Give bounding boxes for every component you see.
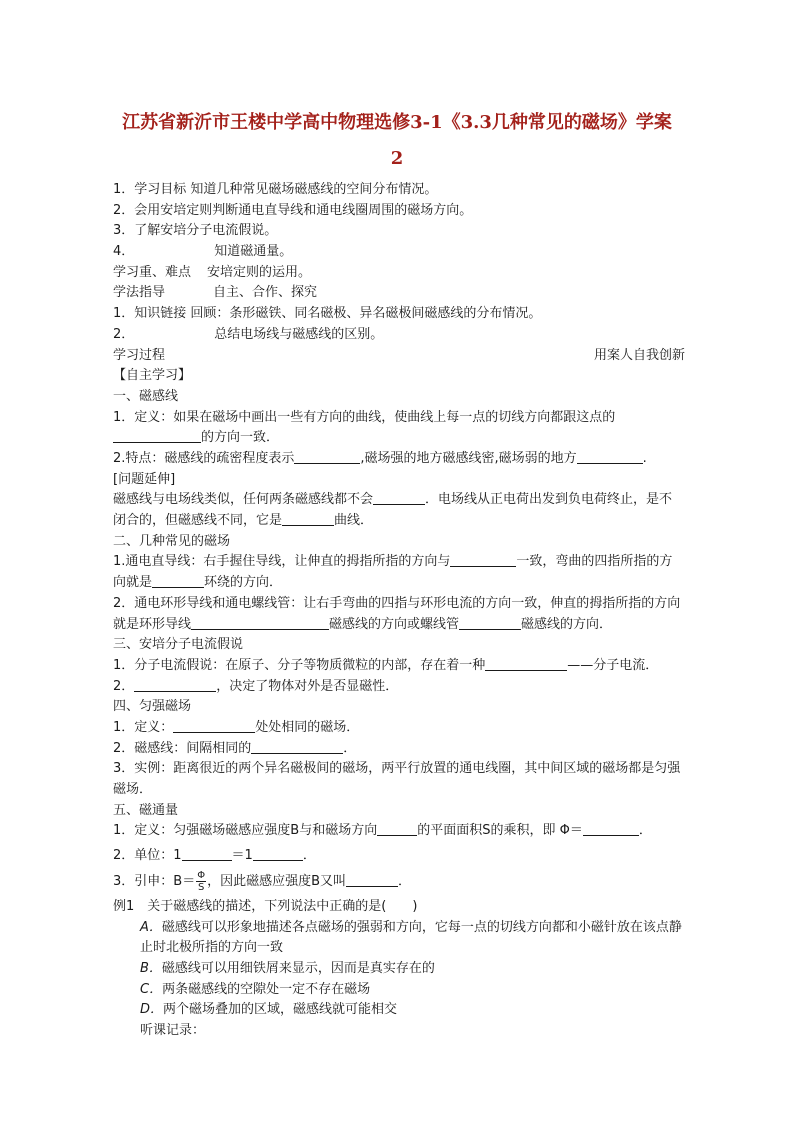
s4-field-lines: 2．磁感线：间隔相同的 ． (113, 740, 357, 756)
s1-definition-b: 的方向一致． (113, 428, 685, 449)
answer-blank[interactable] (450, 552, 516, 567)
s5-extension: 3．引申：B＝ $\frac{\Phi}{S}$ ，因此磁感应强度B又叫 ． (113, 869, 412, 893)
process-header: 学习过程 用案人自我创新 (113, 346, 685, 367)
s2-straight-wire: 1.通电直导线：右手握住导线，让伸直的拇指所指的方向与 一致，弯曲的四指所指的方向就是 环绕的方向． (113, 554, 673, 591)
s2-loop-solenoid: 2．通电环形导线和通电螺线管：让右手弯曲的四指与环形电流的方向一致，伸直的拇指所指的方向就是环形导线 磁感线的方向或螺线管 磁感线的方向． (113, 595, 681, 632)
s5-definition: 1．定义：匀强磁场磁感应强度B与和磁场方向 的平面面积S的乘积，即 Φ＝ ． (113, 823, 652, 839)
option-c: C．两条磁感线的空隙处一定不存在磁场 (140, 981, 371, 997)
s1-feature: 2.特点：磁感线的疏密程度表示 ,磁场强的地方磁感线密,磁场弱的地方 . (113, 450, 647, 466)
answer-blank[interactable] (373, 490, 425, 505)
answer-blank[interactable] (191, 615, 329, 630)
answer-blank[interactable] (577, 449, 643, 464)
answer-blank[interactable] (253, 846, 303, 861)
answer-blank[interactable] (346, 872, 398, 887)
self-study-heading: 【自主学习】 (113, 368, 192, 384)
option-b: B．磁感线可以用细铁屑来显示，因而是真实存在的 (140, 960, 435, 976)
lecture-notes-label: 听课记录： (140, 1023, 206, 1038)
answer-blank[interactable] (294, 449, 360, 464)
s3-hypothesis: 1．分子电流假说：在原子、分子等物质微粒的内部，存在着一种 ——分子电流． (113, 657, 659, 673)
section-3-title: 三、安培分子电流假说 (113, 637, 244, 653)
page-title: 江苏省新沂市王楼中学高中物理选修3-1《3.3几种常见的磁场》学案 (122, 112, 672, 133)
section-4-title: 四、匀强磁场 (113, 699, 192, 715)
page-title-line2: 2 (390, 148, 404, 169)
goal-1: 1．学习目标 知道几种常见磁场磁感线的空间分布情况。 (113, 182, 438, 197)
study-method: 学法指导 自主、合作、探究 (113, 285, 318, 301)
answer-blank[interactable] (459, 615, 521, 630)
answer-blank[interactable] (583, 821, 639, 836)
extension-title: [问题延伸] (113, 471, 176, 487)
section-1-title: 一、磁感线 (113, 388, 179, 404)
review-1: 1．知识链接 回顾：条形磁铁、同名磁极、异名磁极间磁感线的分布情况。 (113, 306, 542, 322)
option-d: D．两个磁场叠加的区域，磁感线就可能相交 (140, 1002, 398, 1018)
s3-magnetism: 2． ，决定了物体对外是否显磁性． (113, 678, 399, 694)
goal-2: 2．会用安培定则判断通电直导线和通电线圈周围的磁场方向。 (113, 202, 473, 218)
section-2-title: 二、几种常见的磁场 (113, 533, 231, 549)
process-right-label: 用案人自我创新 (593, 347, 685, 363)
answer-blank[interactable] (173, 718, 255, 733)
answer-blank[interactable] (182, 846, 232, 861)
answer-blank[interactable] (152, 573, 204, 588)
s4-definition: 1．定义： 处处相同的磁场． (113, 719, 360, 735)
answer-blank[interactable] (251, 739, 343, 754)
s4-examples: 3．实例：距离很近的两个异名磁极间的磁场，两平行放置的通电线圈，其中间区域的磁场都是匀强磁场． (113, 761, 681, 798)
answer-blank[interactable] (485, 656, 567, 671)
goal-4: 4． 知道磁通量。 (113, 244, 293, 260)
s1-definition-a: 1．定义：如果在磁场中画出一些有方向的曲线，使曲线上每一点的切线方向都跟这点的 (113, 409, 616, 425)
example-question: 例1 关于磁感线的描述，下列说法中正确的是( ) (113, 898, 418, 914)
answer-blank[interactable] (113, 428, 201, 443)
goal-3: 3．了解安培分子电流假说。 (113, 223, 278, 239)
option-a: A．磁感线可以形象地描述各点磁场的强弱和方向，它每一点的切线方向都和小磁针放在该点静止时北极所指的方向一致 (140, 919, 682, 956)
review-2: 2． 总结电场线与磁感线的区别。 (113, 326, 384, 342)
key-points: 学习重、难点 安培定则的运用。 (113, 264, 312, 280)
s5-unit: 2．单位：1 ＝1 ． (113, 848, 316, 864)
answer-blank[interactable] (377, 821, 417, 836)
answer-blank[interactable] (282, 511, 334, 526)
worksheet-body (113, 180, 685, 1042)
answer-blank[interactable] (134, 677, 216, 692)
section-5-title: 五、磁通量 (113, 802, 179, 818)
flux-density-fraction: $\frac{\Phi}{S}$ (197, 869, 206, 893)
extension-text: 磁感线与电场线类似，任何两条磁感线都不会 ．电场线从正电荷出发到负电荷终止，是不闭合的，但磁感线不同，它是 曲线． (113, 492, 673, 529)
